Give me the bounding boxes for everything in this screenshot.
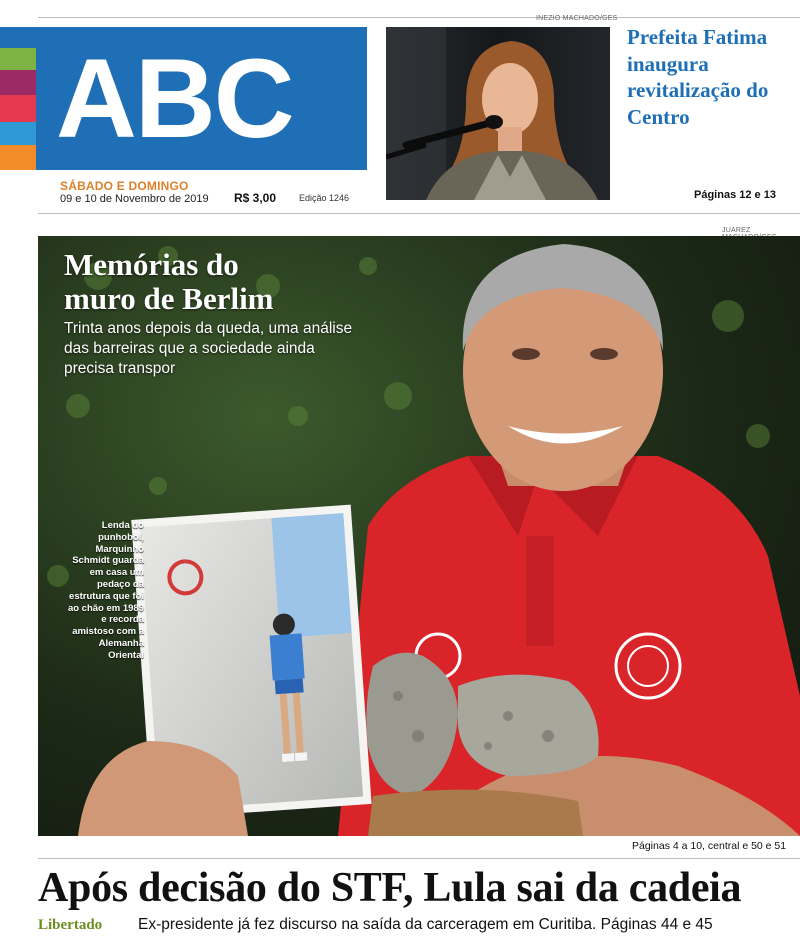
bottom-story-kicker: Libertado	[38, 917, 103, 933]
header-divider	[38, 213, 800, 214]
photo-caption: Lenda do punhobol, Marquinho Schmidt guarda em casa um pedaço da estrutura que foi ao chão em 1989 e recorda amistoso com a Alemanha Oriental	[67, 520, 144, 661]
top-story-photo[interactable]	[386, 27, 610, 200]
date-label: SÁBADO E DOMINGO	[60, 179, 189, 193]
color-stripe-blue	[0, 122, 36, 145]
color-stripe-orange	[0, 145, 36, 170]
edition-number: Edição 1246	[299, 193, 350, 203]
newspaper-logo: ABC	[56, 36, 293, 161]
issue-price: R$ 3,00	[234, 191, 277, 205]
main-story-pages: Páginas 4 a 10, central e 50 e 51	[632, 840, 787, 852]
top-story-pages: Páginas 12 e 13	[694, 189, 776, 201]
color-stripe-green	[0, 48, 36, 70]
bottom-divider	[38, 858, 800, 859]
top-story-headline[interactable]: Prefeita Fatima inaugura revitalização do Centro	[627, 25, 769, 129]
issue-date: 09 e 10 de Novembro de 2019	[60, 193, 209, 205]
masthead-logo-block[interactable]	[0, 27, 367, 170]
main-story-headline[interactable]	[64, 248, 274, 316]
color-stripe-purple	[0, 70, 36, 95]
bottom-story-headline[interactable]: Após decisão do STF, Lula sai da cadeia	[38, 865, 742, 911]
color-stripe-red	[0, 95, 36, 122]
speaker-illustration	[386, 27, 610, 200]
main-story-subhead: Trinta anos depois da queda, uma análise das barreiras que a sociedade ainda precisa transpor	[64, 320, 353, 377]
bottom-story-deck: Ex-presidente já fez discurso na saída da carceragem em Curitiba. Páginas 44 e 45	[138, 916, 713, 933]
top-rule	[38, 17, 800, 18]
main-photo-credit: JUAREZ	[722, 227, 751, 234]
top-photo-credit: INEZIO MACHADO/GES	[536, 15, 618, 22]
main-headline-line-2: muro de Berlim	[64, 281, 274, 316]
main-headline-line-1: Memórias do	[64, 247, 239, 282]
